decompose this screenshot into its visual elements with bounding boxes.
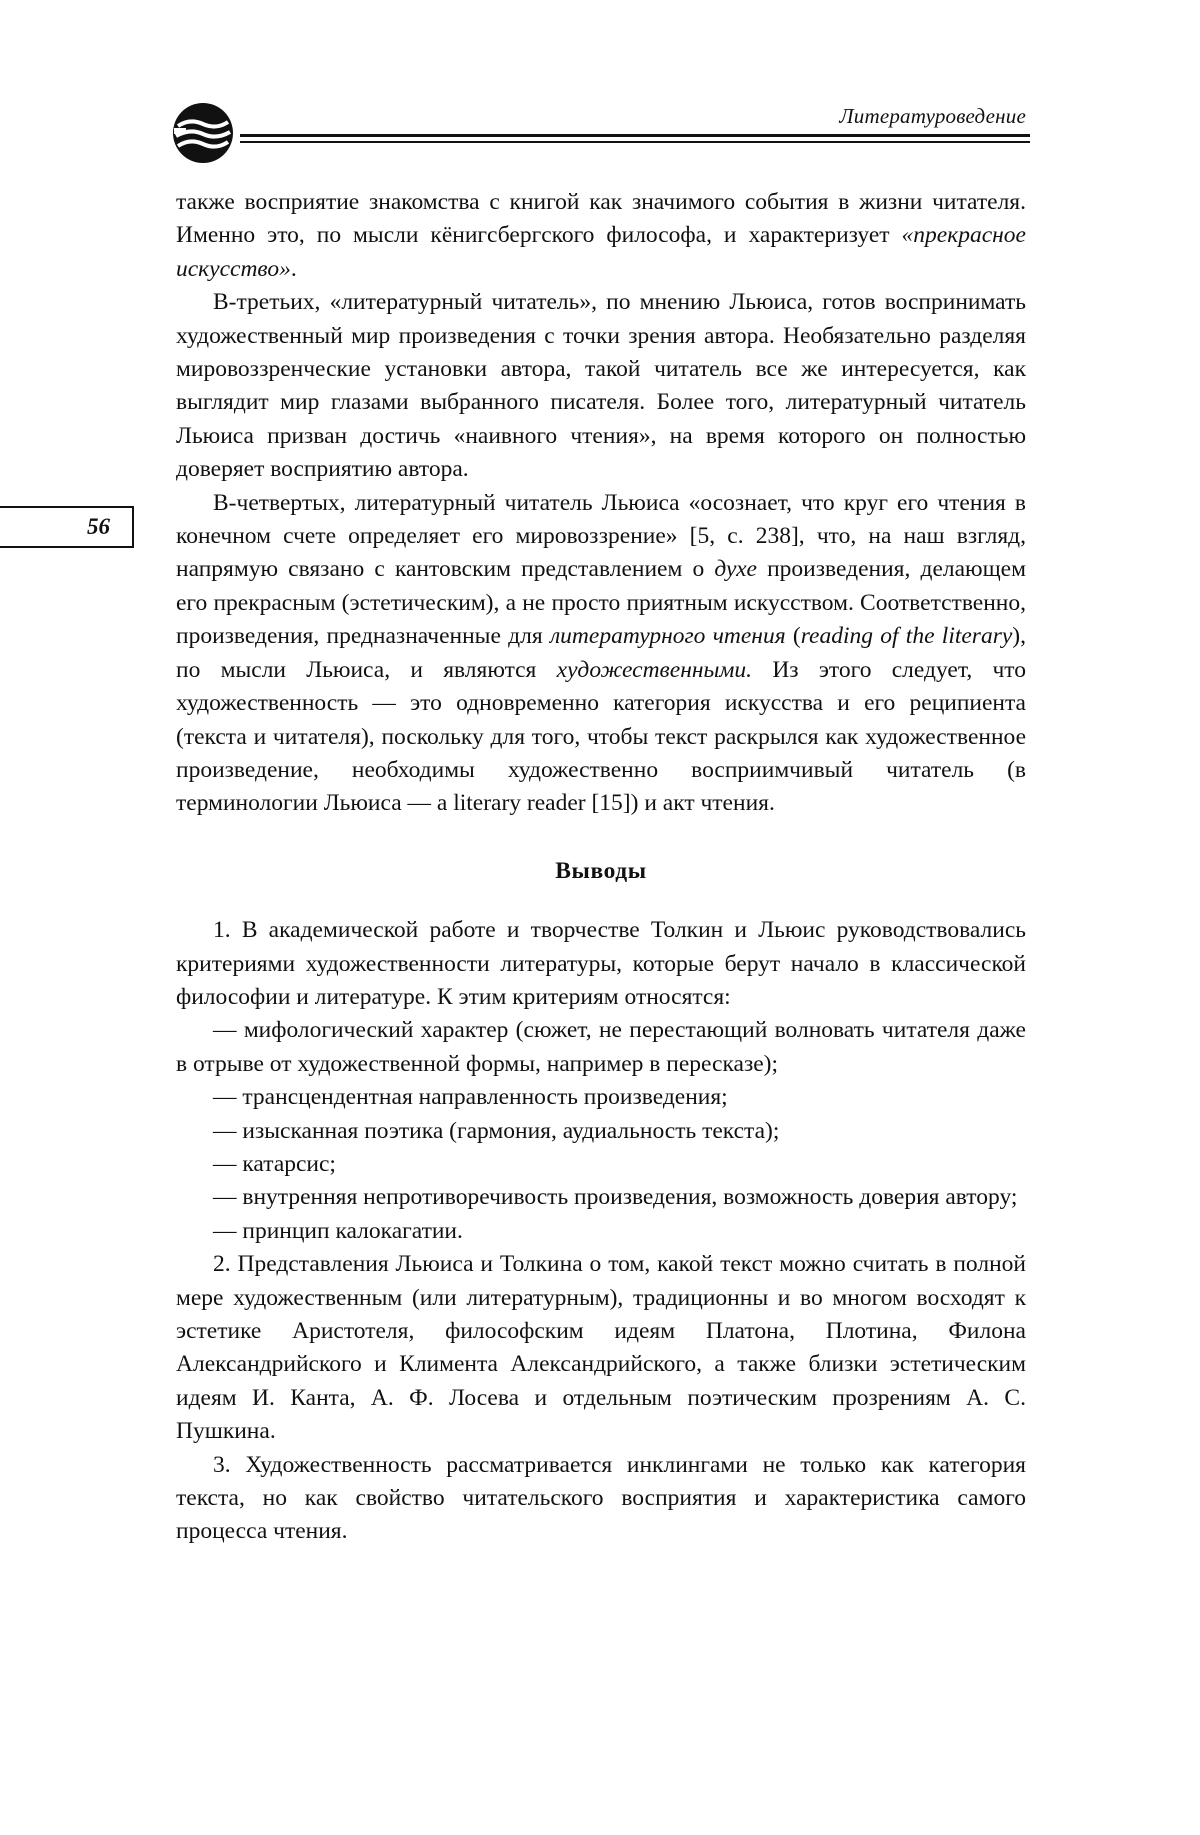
conclusion-dash-4: — катарсис; <box>213 1150 336 1177</box>
conclusion-dash-2: — трансцендентная направленность произведения; <box>213 1084 728 1111</box>
conclusion-dash-1: — мифологический характер (сюжет, не перестающий волновать читателя даже в отрыве от художественной формы, например в пересказе); <box>176 1017 1026 1077</box>
paragraph-2: В-третьих, «литературный читатель», по мнению Льюиса, готов воспринимать художественный мир произведения с точки зрения автора. Необязательно разделяя мировоззренческие установки автора, такой читатель все же интересуется, как выглядит мир глазами выбранного писателя. Более того, литературный читатель Льюиса призван достичь «наивного чтения», на время которого он полностью доверяет восприятию автора. <box>176 289 1026 483</box>
section-heading-conclusions: Выводы <box>555 857 647 884</box>
paragraph-3-emphasis-4: художественными. <box>556 656 753 683</box>
paragraph-3-part-c: ( <box>785 623 801 650</box>
paragraph-3 <box>176 487 1026 821</box>
conclusion-item-1: 1. В академической работе и творчестве Толкин и Льюис руководствовались критериями художественности литературы, которые берут начало в классической философии и литературе. К этим критериям относятся: <box>176 917 1026 1010</box>
conclusion-dash-6: — принцип калокагатии. <box>213 1217 463 1244</box>
conclusion-item-2: 2. Представления Льюиса и Толкина о том, какой текст можно считать в полной мере художественным (или литературным), традиционны и во многом восходят к эстетике Аристотеля, философским идеям Платона, Плотина, Филона Александрийского и Климента Александрийского, а также близки эстетическим идеям И. Канта, А. Ф. Лосева и отдельным поэтическим прозрениям А. С. Пушкина. <box>176 1251 1026 1445</box>
conclusion-dash-5: — внутренняя непротиворечивость произведения, возможность доверия автору; <box>213 1184 1018 1211</box>
body-text <box>176 186 1026 1549</box>
page-header <box>170 90 1030 170</box>
paragraph-3-part-a: В-четвертых, литературный читатель Льюиса «осознает, что круг его чтения в конечном счете определяет его мировоззрение» [5, с. 238], что, на наш взгляд, напрямую связано с кантовским представлением о <box>176 489 1026 583</box>
conclusion-dash-3: — изысканная поэтика (гармония, аудиальность текста); <box>213 1117 780 1144</box>
paragraph-1 <box>176 186 1026 286</box>
paragraph-3-part-b: произведения, делающем его прекрасным (эстетическим), а не просто приятным искусством. Соответственно, произведения, предназначенные для <box>176 556 1026 650</box>
paragraph-3-part-d: ), по мысли Льюиса, и являются <box>176 623 1026 683</box>
paragraph-1-end: . <box>290 255 297 282</box>
paragraph-3-emphasis-2: литературного чтения <box>549 623 786 650</box>
page-number: 56 <box>0 506 134 548</box>
journal-waves-logo-icon <box>170 100 236 166</box>
paragraph-3-emphasis-1: духе <box>714 556 757 583</box>
paragraph-3-part-e: Из этого следует, что художественность — это одновременно категория искусства и его реципиента (текста и читателя), поскольку для того, чтобы текст раскрылся как художественное произведение, необходимы художественно восприимчивый читатель (в терминологии Льюиса — a literary reader [15]) и акт чтения. <box>176 656 1026 817</box>
paragraph-1-text: также восприятие знакомства с книгой как значимого события в жизни читателя. Именно это, по мысли кёнигсбергского философа, и характеризует <box>176 189 1026 249</box>
running-head: Литературоведение <box>839 104 1026 128</box>
paragraph-1-emphasis: «прекрасное искусство» <box>176 222 1026 282</box>
header-rule-thick <box>240 134 1030 137</box>
header-rule-thin <box>240 141 1030 143</box>
conclusion-item-3: 3. Художественность рассматривается инклингами не только как категория текста, но как свойство читательского восприятия и характеристика самого процесса чтения. <box>176 1451 1026 1545</box>
paragraph-3-emphasis-3: reading of the literary <box>800 623 1013 650</box>
